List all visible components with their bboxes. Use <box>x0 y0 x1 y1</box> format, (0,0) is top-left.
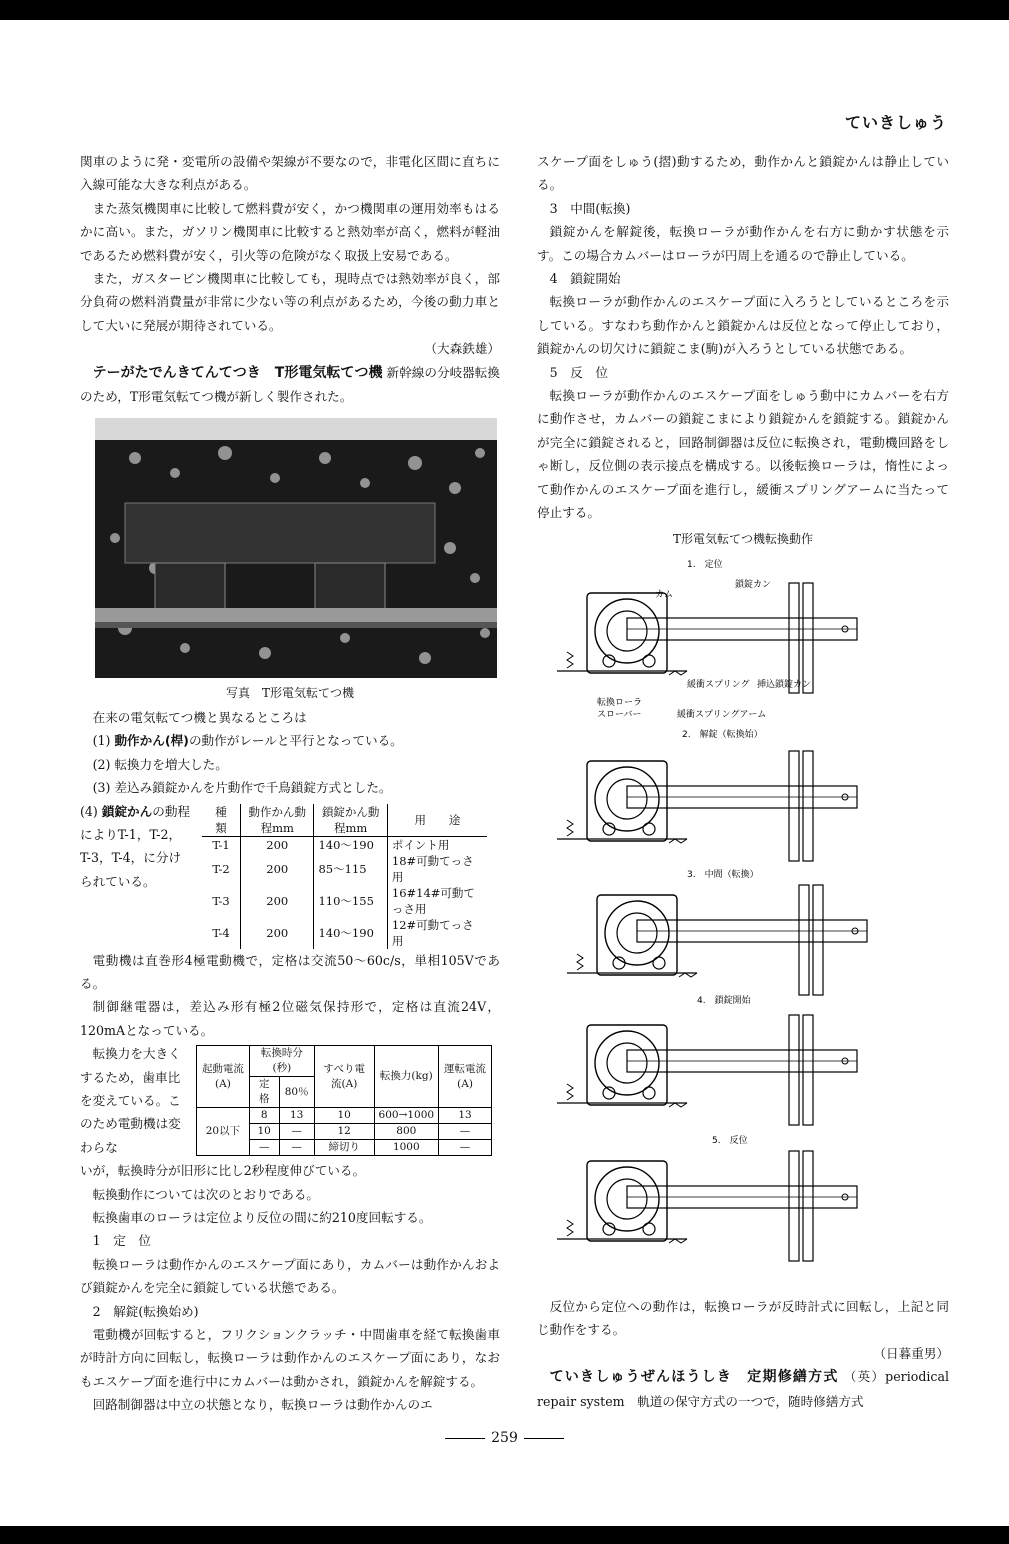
paragraph: 転換動作については次のとおりである。 <box>92 1186 320 1202</box>
table-row: T-3 200 110～155 16#14#可動てっさ用 <box>202 885 487 917</box>
table-header: 動作かん動程mm <box>241 804 314 837</box>
fig-label-1: 1. 定位 <box>687 559 723 570</box>
fig-label-2: 2. 解錠（転換始） <box>682 729 763 740</box>
top-border <box>0 0 1009 20</box>
right-column <box>537 150 949 1413</box>
paragraph: また蒸気機関車に比較して燃料費が安く，かつ機関車の運用効率もはるかに高い。また，ガソリン機関車に比較すると熱効率が高く，燃料が軽油であるため燃料費が安く，引火等の危険がなく取扱上安易である。 <box>80 200 500 263</box>
label-buffer-spring: 緩衝スプリング <box>687 679 750 690</box>
fig-label-4: 4. 鎖錠開始 <box>697 995 751 1006</box>
entry-body: （英）periodical repair system 軌道の保守方式の一つで，随時修繕方式 <box>537 1369 949 1409</box>
list-text: 差込み鎖錠かんを片動作で千鳥鎖錠方式とした。 <box>114 780 392 796</box>
label-roller: 転換ローラ <box>597 697 643 708</box>
paragraph: 鎖錠かんを解錠後，転換ローラが動作かんを右方に動かす状態を示す。この場合カムバーはローラが円周上を通るので静止している。 <box>537 224 949 263</box>
force-block <box>80 1042 500 1159</box>
figure-title: T形電気転てつ機転換動作 <box>672 531 813 546</box>
entry-paragraph <box>80 361 500 409</box>
paragraph: いが，転換時分が旧形に比し2秒程度伸びている。 <box>80 1163 366 1179</box>
table-row: T-1 200 140～190 ポイント用 <box>202 836 487 853</box>
entry-headword: ていきしゅうぜんほうしき 定期修繕方式 <box>549 1369 839 1386</box>
fig-label-3: 3. 中間（転換） <box>687 869 759 880</box>
table-row: T-4 200 140～190 12#可動てっさ用 <box>202 917 487 949</box>
table-header: 運転電流(A) <box>439 1046 492 1108</box>
section-heading: 5 反 位 <box>549 364 608 380</box>
table-header: 定格 <box>249 1077 279 1108</box>
entry-body: 新幹線の分岐器転換のため，T形電気転てつ機が新しく製作された。 <box>80 364 500 405</box>
table-header: 転換時分(秒) <box>249 1046 314 1077</box>
list-text: の動程によりT-1，T-2，T-3，T-4，に分けられている。 <box>80 803 191 889</box>
item4-text <box>80 800 192 894</box>
table-header: 種 類 <box>202 804 241 837</box>
list-number: (3) <box>92 780 111 796</box>
label-slow-bar: スローバー <box>597 709 642 720</box>
table-header: 鎖錠かん動程mm <box>314 804 387 837</box>
paragraph: 電動機が回転すると，フリクションクラッチ・中間歯車を経て転換歯車が時計方向に回転し，転換ローラは動作かんのエスケープ面にあり，なおもエスケープ面を進行中にカムバーは動かされ，鎖錠かんを解錠する。 <box>80 1327 500 1389</box>
paragraph: スケープ面をしゅう(摺)動するため，動作かんと鎖錠かんは静止している。 <box>537 154 949 193</box>
table-header: すべり電流(A) <box>314 1046 374 1108</box>
section-heading: 1 定 位 <box>92 1233 151 1249</box>
paragraph: 電動機は直巻形4極電動機で，定格は交流50～60c/s，単相105Vである。 <box>80 952 500 991</box>
label-spring-arm: 緩衝スプリングアーム <box>677 709 767 720</box>
switch-operation-diagram <box>537 555 949 1295</box>
list-number: (4) <box>80 803 98 819</box>
running-head: ていきしゅう <box>844 113 947 132</box>
list-number: (2) <box>92 756 111 772</box>
fig-label-5: 5. 反位 <box>712 1135 748 1146</box>
section-heading: 2 解錠(転換始め) <box>92 1303 199 1319</box>
author-credit: （大森鉄雄） <box>424 341 500 357</box>
table-header: 転換力(kg) <box>374 1046 439 1108</box>
photo-image <box>95 418 497 678</box>
left-column <box>80 150 500 1417</box>
list-text: 転換力を増大した。 <box>114 756 228 772</box>
entry-headword: テーがたでんきてんてつき T形電気転てつ機 <box>92 364 383 381</box>
bottom-border <box>0 1526 1009 1544</box>
paragraph: 回路制御器は中立の状態となり，転換ローラは動作かんのエ <box>92 1397 433 1413</box>
label-insert-lock-rod: 挿込鎖錠カン <box>757 679 812 690</box>
dash-left <box>445 1438 485 1439</box>
paragraph: 関車のように発・変電所の設備や架線が不要なので，非電化区間に直ちに入線可能な大きな利点がある。 <box>80 154 500 193</box>
paragraph: 転換歯車のローラは定位より反位の間に約210度回転する。 <box>92 1209 432 1225</box>
table-header: 用 途 <box>387 804 487 837</box>
photo-t-switch-machine <box>95 418 497 678</box>
table-row: 10 — 12 800 — <box>197 1124 492 1140</box>
table-types <box>202 804 487 949</box>
list-item <box>80 729 500 752</box>
paragraph: 反位から定位への動作は，転換ローラが反時計式に回転し，上記と同じ動作をする。 <box>537 1298 949 1338</box>
section-heading: 3 中間(転換) <box>549 200 631 216</box>
diagram-svg <box>537 555 949 1295</box>
label-cam: カム <box>655 589 674 600</box>
label-lock-rod: 鎖錠カン <box>735 579 772 590</box>
table-force <box>196 1045 492 1156</box>
paragraph: 転換ローラが動作かんのエスケープ面をしゅう動中にカムバーを右方に動作させ，カムバーの鎖錠こまにより鎖錠かんを鎖錠する。鎖錠かんが完全に鎖錠されると，回路制御器は反位に転換され，電動機回路をしゃ断し，反位側の表示接点を構成する。以後転換ローラは，惰性によって動作かんのエスケープ面を進行し，緩衝スプリングアームに当たって停止する。 <box>537 388 949 521</box>
list-item <box>80 753 500 776</box>
section-heading: 4 鎖錠開始 <box>549 271 621 287</box>
list-text: の動作がレールと平行となっている。 <box>188 733 403 749</box>
page-number-text: 259 <box>491 1430 518 1446</box>
table-row: — — 締切り 1000 — <box>197 1140 492 1156</box>
list-keyword: 動作かん(桿) <box>114 733 189 749</box>
table-header: 80％ <box>279 1077 314 1108</box>
paragraph: 在来の電気転てつ機と異なるところは <box>92 709 307 725</box>
paragraph: 制御継電器は，差込み形有極2位磁気保持形で，定格は直流24V，120mAとなっている。 <box>80 999 500 1038</box>
paragraph: 転換ローラが動作かんのエスケープ面に入ろうとしているところを示している。すなわち動作かんと鎖錠かんは反位となって停止しており，鎖錠かんの切欠けに鎖錠こま(駒)が入ろうとしている状態である。 <box>537 294 949 357</box>
table-row: 20以下 8 13 10 600→1000 13 <box>197 1108 492 1124</box>
page-number <box>0 1430 1009 1446</box>
table-row: T-2 200 85～115 18#可動てっさ用 <box>202 853 487 885</box>
paragraph: また，ガスタービン機関車に比較しても，現時点では熱効率が良く，部分負荷の燃料消費量が非常に少ない等の利点があるため，今後の動力車として大いに発展が期待されている。 <box>80 271 500 333</box>
list-number: (1) <box>92 733 111 749</box>
list-keyword: 鎖錠かん <box>101 803 153 819</box>
author-credit: （日暮重男） <box>873 1345 949 1361</box>
list-item <box>80 776 500 799</box>
photo-caption: 写真 T形電気転てつ機 <box>225 686 354 701</box>
paragraph: 転換ローラは動作かんのエスケープ面にあり，カムバーは動作かんおよび鎖錠かんを完全に鎖錠している状態である。 <box>80 1256 500 1296</box>
table-header: 起動電流(A) <box>197 1046 250 1108</box>
force-text: 転換力を大きくするため，歯車比を変えている。このため電動機は変わらな <box>80 1046 181 1155</box>
entry-paragraph <box>537 1365 949 1413</box>
dash-right <box>524 1438 564 1439</box>
item4-block <box>80 800 500 949</box>
